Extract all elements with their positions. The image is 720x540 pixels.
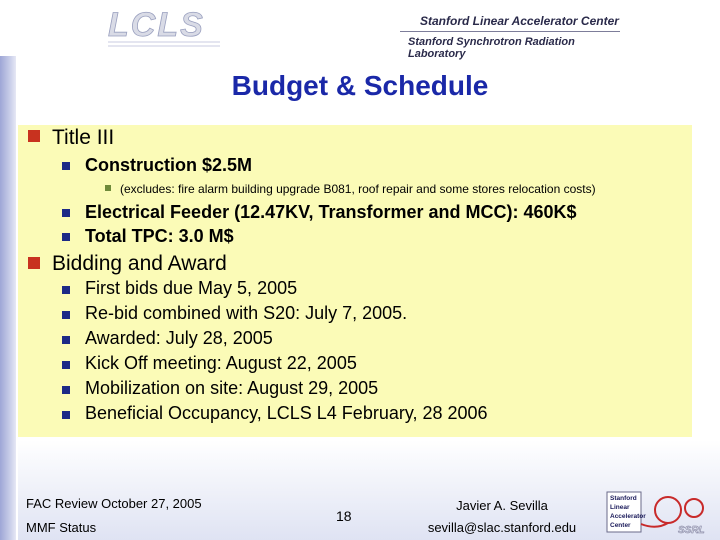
list-item: Construction $2.5M [85, 155, 253, 175]
list-item: Beneficial Occupancy, LCLS L4 February, 28 2006 [85, 403, 488, 423]
list-item: Kick Off meeting: August 22, 2005 [85, 353, 357, 373]
svg-text:SSRL: SSRL [678, 525, 705, 536]
sub-bullet [105, 185, 111, 191]
lab-names [400, 14, 620, 60]
item-bullet [62, 411, 70, 419]
item-bullet [62, 209, 70, 217]
item-bullet [62, 233, 70, 241]
svg-text:LCLS: LCLS [108, 6, 205, 44]
header-rule [400, 31, 620, 32]
svg-text:Accelerator: Accelerator [610, 513, 646, 520]
svg-text:Center: Center [610, 522, 631, 529]
section-heading: Title III [52, 126, 115, 149]
item-bullet [62, 311, 70, 319]
item-bullet [62, 361, 70, 369]
footer-author: Javier A. Sevilla [456, 498, 548, 513]
ssrl-name: Stanford Synchrotron Radiation Laboratory [408, 36, 575, 60]
list-item: Awarded: July 28, 2005 [85, 328, 273, 348]
slac-ssrl-logo [606, 490, 714, 536]
section-bullet [28, 257, 40, 269]
list-item: Mobilization on site: August 29, 2005 [85, 378, 379, 398]
lcls-logo [104, 6, 224, 50]
section-bullet [28, 130, 40, 142]
slide-title: Budget & Schedule [231, 70, 489, 101]
page-number: 18 [336, 508, 352, 524]
slac-name: Stanford Linear Accelerator Center [420, 14, 619, 28]
sub-item: (excludes: fire alarm building upgrade B081, roof repair and some stores relocation costs) [120, 182, 596, 196]
list-item: Total TPC: 3.0 M$ [85, 226, 234, 246]
footer-topic: MMF Status [26, 520, 97, 535]
list-item: Re-bid combined with S20: July 7, 2005. [85, 303, 408, 323]
list-item: Electrical Feeder (12.47KV, Transformer and MCC): 460K$ [85, 202, 577, 222]
list-item: First bids due May 5, 2005 [85, 278, 298, 298]
svg-text:Linear: Linear [610, 504, 630, 511]
footer-event: FAC Review October 27, 2005 [26, 496, 202, 511]
item-bullet [62, 286, 70, 294]
item-bullet [62, 162, 70, 170]
item-bullet [62, 336, 70, 344]
footer-email[interactable]: sevilla@slac.stanford.edu [427, 520, 577, 535]
svg-text:Stanford: Stanford [610, 495, 637, 502]
section-heading: Bidding and Award [52, 252, 227, 275]
slide-header [0, 0, 720, 60]
item-bullet [62, 386, 70, 394]
